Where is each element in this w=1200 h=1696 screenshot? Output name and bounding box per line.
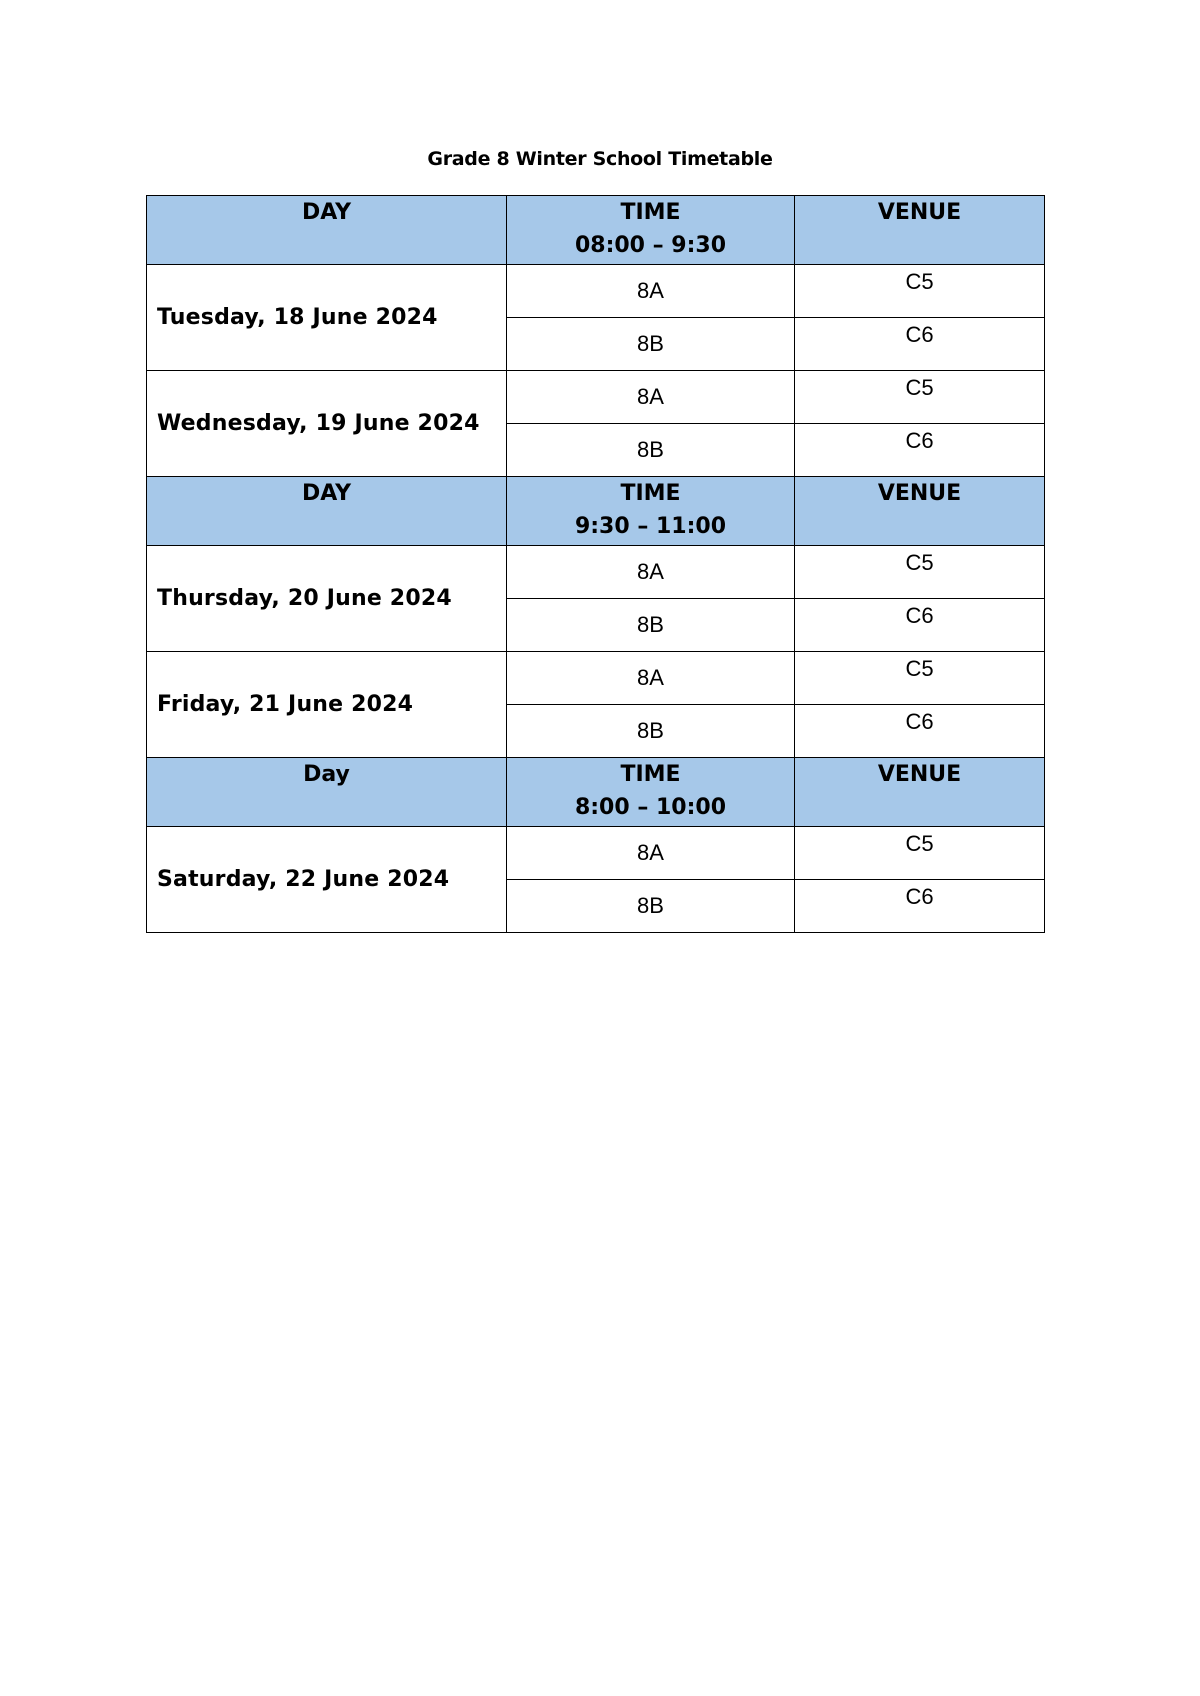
day-cell: Friday, 21 June 2024 [147,652,507,758]
header-time-range: 8:00 – 10:00 [574,795,727,820]
header-time-range: 08:00 – 9:30 [574,233,727,258]
class-cell: 8B [507,318,795,371]
class-cell: 8B [507,424,795,477]
venue-cell: C5 [795,265,1045,318]
header-time [507,758,795,827]
class-cell: 8A [507,546,795,599]
timetable [146,195,1045,933]
header-day: DAY [147,196,507,265]
header-venue: VENUE [795,196,1045,265]
header-day: Day [147,758,507,827]
document-title: Grade 8 Winter School Timetable [427,148,773,170]
venue-cell: C6 [795,318,1045,371]
table-header-row [147,196,1045,265]
header-venue: VENUE [795,758,1045,827]
header-time-range: 9:30 – 11:00 [574,514,727,539]
venue-cell: C6 [795,599,1045,652]
venue-cell: C5 [795,652,1045,705]
header-day: DAY [147,477,507,546]
day-cell: Tuesday, 18 June 2024 [147,265,507,371]
day-cell: Thursday, 20 June 2024 [147,546,507,652]
class-cell: 8A [507,827,795,880]
table-row [147,827,1045,880]
venue-cell: C5 [795,827,1045,880]
header-time-label: TIME [620,762,681,787]
header-time-label: TIME [620,200,681,225]
venue-cell: C5 [795,546,1045,599]
table-row [147,265,1045,318]
day-cell: Wednesday, 19 June 2024 [147,371,507,477]
venue-cell: C6 [795,705,1045,758]
table-header-row [147,758,1045,827]
class-cell: 8A [507,265,795,318]
class-cell: 8A [507,371,795,424]
header-venue: VENUE [795,477,1045,546]
header-time [507,477,795,546]
venue-cell: C6 [795,424,1045,477]
header-time [507,196,795,265]
class-cell: 8B [507,599,795,652]
class-cell: 8B [507,705,795,758]
table-row [147,546,1045,599]
table-row [147,652,1045,705]
day-cell: Saturday, 22 June 2024 [147,827,507,933]
class-cell: 8B [507,880,795,933]
table-header-row [147,477,1045,546]
table-row [147,371,1045,424]
venue-cell: C6 [795,880,1045,933]
venue-cell: C5 [795,371,1045,424]
header-time-label: TIME [620,481,681,506]
class-cell: 8A [507,652,795,705]
